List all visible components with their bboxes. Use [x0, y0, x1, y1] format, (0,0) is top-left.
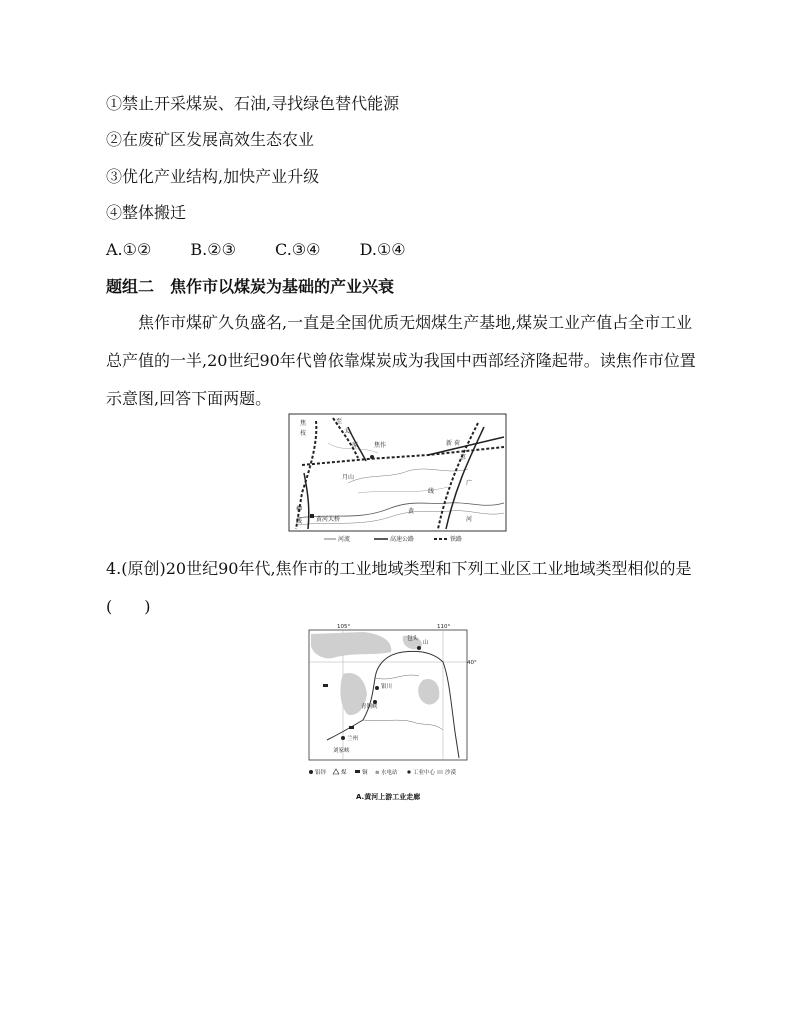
- option-2: ②在废矿区发展高效生态农业: [106, 130, 315, 149]
- label-yuan: 原: [352, 442, 359, 449]
- bridge-marker: [310, 514, 314, 518]
- jiaozuo-dot: [370, 455, 374, 459]
- legend-expressway: 高速公路: [390, 536, 415, 543]
- jiaozuo-location-map: [288, 413, 507, 546]
- coal-symbol-2: [349, 726, 354, 729]
- legend-railway: 铁路: [450, 536, 463, 543]
- map-frame: [289, 414, 506, 531]
- label-tai: 太: [344, 428, 351, 435]
- legend-coal: 煤: [341, 770, 347, 776]
- option-3: ③优化产业结构,加快产业升级: [106, 167, 320, 186]
- label-liujiaxia: 刘家峡: [333, 748, 350, 754]
- label-jiao: 焦: [300, 420, 307, 427]
- label-xian2: 线: [428, 488, 435, 495]
- label-lanzhou: 兰州: [347, 736, 359, 742]
- label-he: 河: [466, 516, 473, 523]
- answer-d[interactable]: D.①④: [359, 240, 406, 259]
- lat-40: 40°: [467, 660, 477, 666]
- coal-symbol-1: [323, 684, 328, 687]
- legend-river: 河流: [338, 536, 351, 543]
- answer-c[interactable]: C.③④: [275, 240, 321, 259]
- label-bridge: 黄河大桥: [316, 516, 341, 523]
- question-4: 4.(原创)20世纪90年代,焦作市的工业地域类型和下列工业区工业地域类型相似的是( ): [106, 559, 692, 616]
- label-shan: 山: [423, 640, 429, 646]
- legend-industry-center: 工业中心: [413, 770, 436, 776]
- yinchuan-dot: [375, 686, 379, 690]
- baotou-dot: [417, 646, 421, 650]
- lon-105: 105°: [337, 624, 351, 630]
- option-1: ①禁止开采煤炭、石油,寻找绿色替代能源: [106, 94, 400, 113]
- label-xin: 新: [446, 440, 453, 447]
- legend-aluminum: 铝锌: [315, 770, 327, 776]
- label-baotou: 包头: [407, 636, 419, 642]
- group-heading: 题组二 焦作市以煤炭为基础的产业兴衰: [106, 277, 395, 296]
- label-xian: 线: [296, 518, 303, 525]
- answer-b[interactable]: B.②③: [190, 240, 236, 259]
- label-zhi-tai: 至: [336, 418, 343, 425]
- label-qingtongxia: 青铜峡: [361, 704, 378, 710]
- hydro-icon: ≋: [375, 770, 380, 776]
- lanzhou-dot: [341, 736, 345, 740]
- label-zhi: 枝: [300, 430, 307, 437]
- intro-paragraph: 焦作市煤矿久负盛名,一直是全国优质无烟煤生产基地,煤炭工业产值占全市工业总产值的一半,20世纪90年代曾依靠煤炭成为我国中西部经济隆起带。读焦作市位置示意图,回答下面两题。: [106, 313, 696, 408]
- answer-a[interactable]: A.①②: [106, 240, 152, 259]
- label-jiaozuo: 焦作: [374, 442, 387, 449]
- label-hang: 荷: [454, 440, 461, 447]
- label-guang: 广: [466, 480, 473, 487]
- option-4: ④整体搬迁: [106, 203, 187, 222]
- map2-caption: A.黄河上游工业走廊: [356, 793, 421, 801]
- map2-legend: [309, 768, 457, 776]
- legend-hydro: 水电站: [381, 770, 398, 776]
- legend-desert: 沙漠: [445, 770, 457, 776]
- legend-copper: 铜: [362, 770, 368, 776]
- label-huang: 黄: [408, 508, 415, 515]
- label-yueshan: 月山: [342, 474, 355, 481]
- label-liu: 柳: [296, 506, 303, 513]
- yellow-river-corridor-map: [303, 622, 477, 782]
- answer-choices: [106, 240, 440, 260]
- label-jing: 京: [460, 454, 467, 461]
- lon-110: 110°: [437, 624, 451, 630]
- label-yinchuan: 银川: [381, 684, 393, 690]
